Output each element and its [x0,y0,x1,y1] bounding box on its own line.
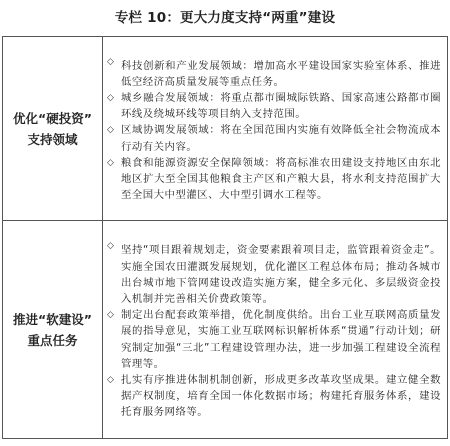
item-text: 粮食和能源资源安全保障领域：将高标准农田建设支持地区由东北地区扩大至全国其他粮食主产区和产粮大县，将水利支持范围扩大至全国大中型灌区、大中型引调水工程等。 [121,156,441,202]
category-cell-soft-construction [3,221,103,439]
item-text: 城乡融合发展领域：将重点都市圈城际铁路、国家高速公路都市圈环线及绕城环线等项目纳入支持范围。 [121,91,441,121]
list-item [107,307,441,372]
policy-table [2,36,448,439]
category-label-line: 支持领域 [27,131,78,147]
item-text: 制定出台配套政策举措，优化制度供给。出台工业互联网高质量发展的指导意见，实施工业互联网标识解析体系“贯通”行动计划；研究制定加强“三北”工程建设管理办法，进一步加强工程建设全流程管理等。 [121,309,441,370]
diamond-bullet-icon: ◇ [107,241,115,252]
category-label-line: 重点任务 [27,332,78,348]
diamond-bullet-icon: ◇ [107,310,115,321]
list-item [107,372,441,421]
diamond-bullet-icon: ◇ [107,56,115,67]
item-text: 区域协调发展领域：将在全国范围内实施有效降低全社会物流成本行动有关内容。 [121,124,441,153]
table-row-hard-investment [3,37,448,221]
list-item [107,238,441,307]
item-text: 科技创新和产业发展领域：增加高水平建设国家实验室体系、推进低空经济高质量发展等重点任务。 [121,59,441,88]
list-item [107,122,441,154]
diamond-bullet-icon: ◇ [107,375,115,385]
box-title: 专栏 10：更大力度支持“两重”建设 [114,10,336,26]
table-row-soft-construction [3,221,448,439]
diamond-bullet-icon: ◇ [107,92,115,103]
category-cell-hard-investment [3,37,103,221]
category-label-line: 推进“软建设” [13,311,92,327]
list-item [107,54,441,90]
category-label-line: 优化“硬投资” [13,110,92,126]
diamond-bullet-icon: ◇ [107,157,115,168]
items-cell-hard-investment [103,37,448,221]
item-text: 坚持“项目跟着规划走，资金要素跟着项目走，监管跟着资金走”。实施全国农田灌溉发展规划，优化灌区工程总体布局；推动各城市出台城市地下管网建设改造实施方案，健全多元化、多层级资金投入机制并完善相关价费政策等。 [121,244,441,305]
list-item [107,90,441,122]
item-text: 扎实有序推进体制机制创新，形成更多改革攻坚成果。建立健全数据产权制度，培育全国一体化数据市场；构建托育服务体系，建设托育服务网络等。 [121,374,441,419]
items-cell-soft-construction [103,221,448,439]
diamond-bullet-icon: ◇ [107,125,115,136]
list-item [107,155,441,204]
